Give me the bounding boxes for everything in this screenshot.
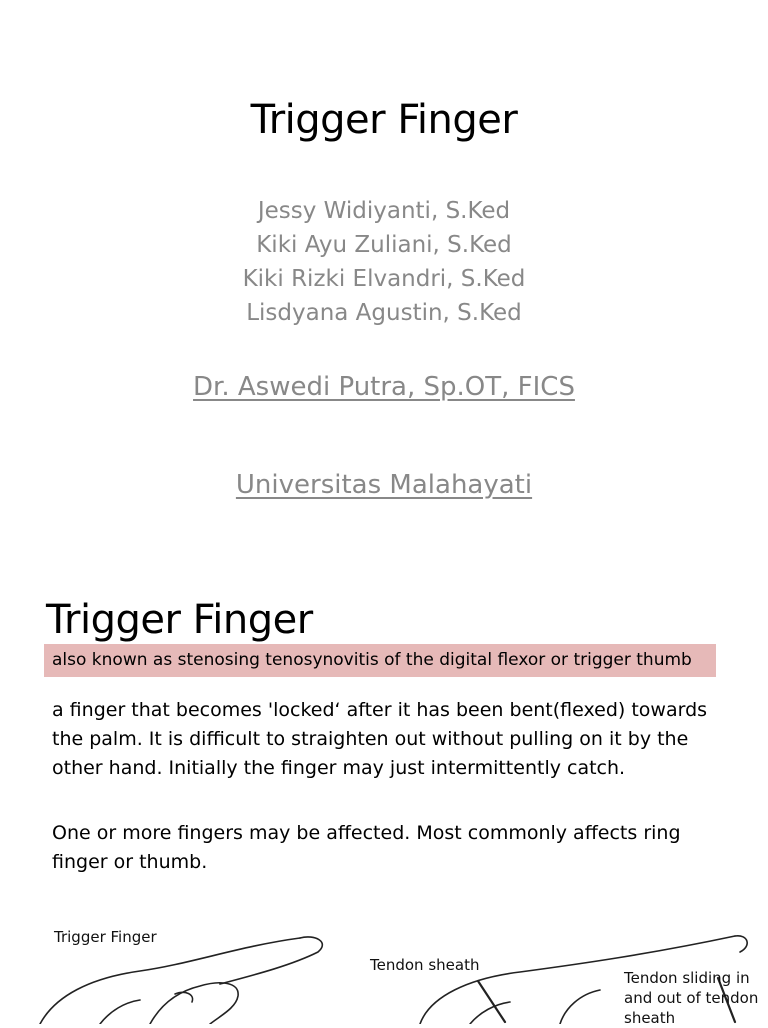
author-name: Kiki Rizki Elvandri, S.Ked [242, 266, 526, 292]
author-list [0, 194, 768, 330]
affected-paragraph: One or more fingers may be affected. Most commonly affects ring finger or thumb. [52, 822, 681, 873]
university-line [0, 470, 768, 500]
supervisor-line [0, 372, 768, 402]
trigger-finger-diagram [0, 916, 768, 1027]
definition-paragraph: a finger that becomes 'locked‘ after it has been bent(flexed) towards the palm. It is difficult to straighten out without pulling on it by the other hand. Initially the finger may just intermittently catch. [52, 699, 708, 779]
author-name: Lisdyana Agustin, S.Ked [246, 300, 522, 326]
slide-title: Trigger Finger [46, 597, 313, 643]
diagram-label-trigger: Trigger Finger [54, 928, 157, 946]
author-name: Jessy Widiyanti, S.Ked [257, 198, 511, 224]
supervisor-name: Dr. Aswedi Putra, Sp.OT, FICS [193, 372, 575, 402]
university-name: Universitas Malahayati [235, 470, 533, 500]
definition-slide [0, 576, 768, 1027]
author-name: Kiki Ayu Zuliani, S.Ked [256, 232, 512, 258]
diagram-label-sheath: Tendon sheath [370, 956, 480, 974]
slide-title: Trigger Finger [250, 97, 518, 143]
diagram-label-sliding: Tendon sliding in and out of tendon sheath [624, 969, 759, 1027]
highlight-box: also known as stenosing tenosynovitis of the digital flexor or trigger thumb [44, 644, 716, 677]
